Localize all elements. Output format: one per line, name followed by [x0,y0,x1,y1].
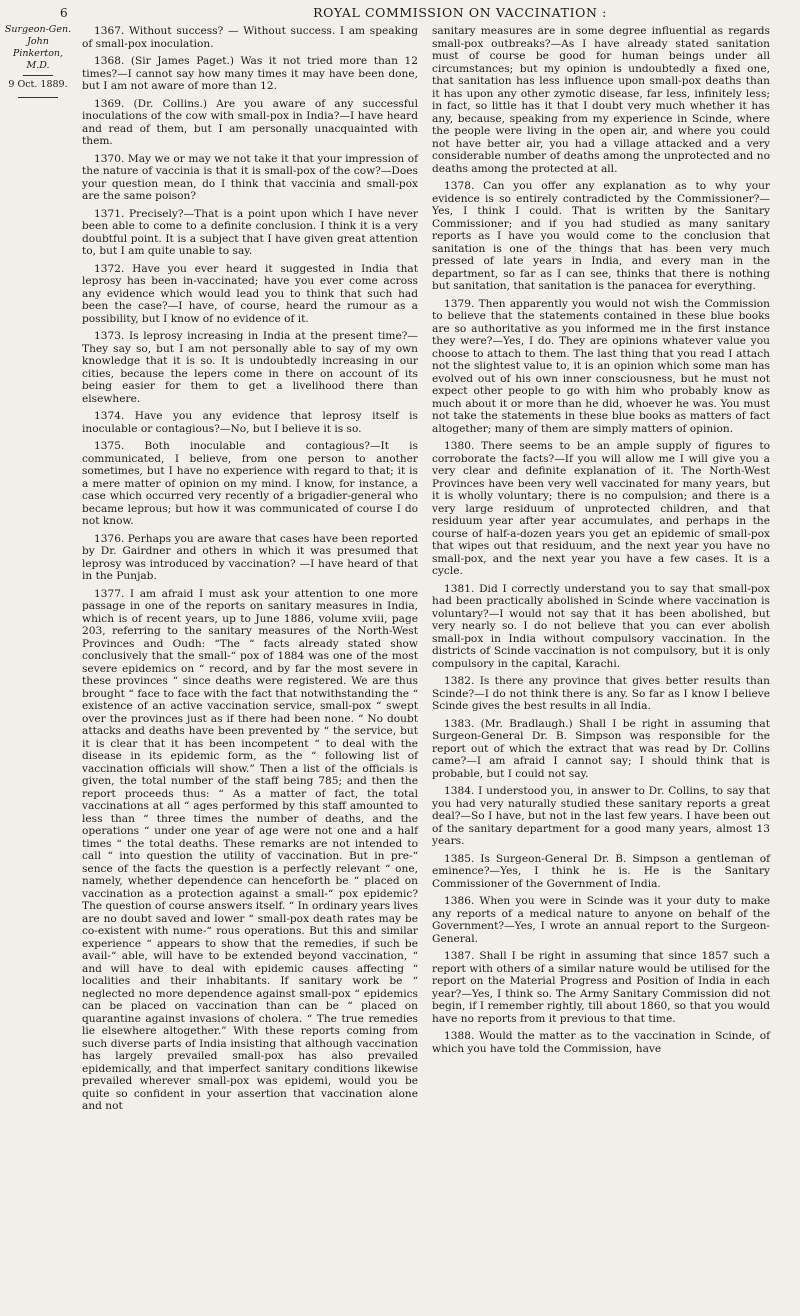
paragraph-1386: 1386. When you were in Scinde was it your duty to make any reports of a medical nature to anyone on behalf of the Government?—Yes, I wrote an annual report to the Surgeon-General. [432,895,770,945]
page-number: 6 [60,6,68,20]
page-header [0,4,800,24]
paragraph-1369: 1369. (Dr. Collins.) Are you aware of any successful inoculations of the cow with small-pox in India?—I have heard and read of them, but I am personally unacquainted with them. [82,97,418,147]
paragraph-1373: 1373. Is leprosy increasing in India at the present time?—They say so, but I am not personally able to say of my own knowledge that it is so. It is undoubtedly increasing in our cities, because the lepers come in there on account of its being easier for them to get a livelihood there than elsewhere. [82,330,418,405]
paragraph-1385: 1385. Is Surgeon-General Dr. B. Simpson a gentleman of eminence?—Yes, I think he is. He is the Sanitary Commissioner of the Government of India. [432,852,770,890]
paragraph-1376: 1376. Perhaps you are aware that cases have been reported by Dr. Gairdner and others in which it was presumed that leprosy was introduced by vaccination? —I have heard of that in the Punjab. [82,532,418,582]
paragraph-1384: 1384. I understood you, in answer to Dr. Collins, to say that you had very naturally studied these sanitary reports a great deal?—So I have, but not in the last few years. I have been out of the sanitary department for a good many years, almost 13 years. [432,785,770,847]
witness-degree: M.D. [26,60,50,71]
running-head: ROYAL COMMISSION ON VACCINATION : [313,5,607,20]
witness-first-name: John [27,36,49,47]
witness-surname: Pinkerton, [12,48,64,59]
paragraph-1372: 1372. Have you ever heard it suggested in India that leprosy has been in-vaccinated; have you ever come across any evidence which would lead you to think that such had been the case?—I have, of course, heard the rumour as a possibility, but I know of no evidence of it. [82,262,418,325]
margin-divider [23,75,53,76]
paragraph-1375: 1375. Both inoculable and contagious?—It is communicated, I believe, from one person to another sometimes, but I have no experience with regard to that; it is a mere matter of opinion on my mind. I know, for instance, a case which occurred very recently of a brigadier-general who became leprous; but how it was communicated of course I do not know. [82,440,418,527]
witness-margin-note [3,24,73,98]
paragraph-1377-continued: sanitary measures are in some degree influential as regards small-pox outbreaks?—As I have already stated sanitation must of course be good for human beings under all circumstances; but my opinion is undoubtedly a fixed one, that sanitation has less influence upon small-pox deaths than it has upon any other zymotic disease, far less, infinitely less; in fact, so little has it that I doubt very much whether it has any, because, speaking from my experience in Scinde, where the people were living in the open air, and where you could not have better air, you had a village attacked and a very considerable number of deaths among the unprotected and no deaths among the protected at all. [432,25,770,175]
sitting-date: 9 Oct. 1889. [8,79,68,90]
witness-title: Surgeon-Gen. [4,24,72,35]
paragraph-1371: 1371. Precisely?—That is a point upon which I have never been able to come to a definite conclusion. I think it is a very doubtful point. It is a subject that I have given great attention to, but I am quite unable to say. [82,207,418,257]
paragraph-1377: 1377. I am afraid I must ask your attention to one more passage in one of the reports on sanitary measures in India, which is of recent years, up to June 1886, volume xviii, page 203, referring to the sanitary measures of the North-West Provinces and Oudh: “The “ facts already stated show conclusively that the small-“ pox of 1884 was one of the most severe epidemics on “ record, and by far the most severe in these provinces “ since deaths were registered. We are thus brought “ face to face with the fact that notwithstanding the “ existence of an active vaccination service, small-pox “ swept over the provinces just as if there had been none. “ No doubt attacks and deaths have been prevented by “ the service, but it is clear that it has been incompetent “ to deal with the disease in its epidemic form, as the “ following list of vaccination officials will show.” Then a list of the officials is given, the total number of the staff being 785; and then the report proceeds thus: “ As a matter of fact, the total vaccinations at all “ ages performed by this staff amounted to less than “ three times the number of deaths, and the operations “ under one year of age were not one and a half times “ the total deaths. These remarks are not intended to call “ into question the utility of vaccination. But in pre-“ sence of the facts the question is a perfectly relevant “ one, namely, whether dependence can henceforth be “ placed on vaccination as a protection against a small-“ pox epidemic? The question of course answers itself. “ In ordinary years lives are no doubt saved and lower “ small-pox death rates may be co-existent with nume-“ rous operations. But this and similar experience “ appears to show that the remedies, if such be avail-“ able, will have to be extended beyond vaccination, “ and will have to deal with epidemic causes affecting “ localities and their inhabitants. If sanitary work be “ neglected no more dependence against small-pox “ epidemics can be placed on vaccination than can be “ placed on quarantine against invasions of cholera. “ The true remedies lie elsewhere altogether.” With these reports coming from such diverse parts of India insisting that although vaccination has largely prevailed small-pox has also prevailed epidemically, and that imperfect sanitary conditions likewise prevailed wherever small-pox was epidemi, would you be quite so confident in your assertion that vaccination alone and not [82,587,419,1112]
paragraph-1378: 1378. Can you offer any explanation as to why your evidence is so entirely contradicted by the Commissioner?—Yes, I think I could. That is written by the Sanitary Commissioner; and if you had studied as many sanitary reports as I have you would come to the conclusion that sanitation is one of the things that has been very much pressed of late years in India, and every man in the department, so far as I can see, thinks that there is nothing but sanitation, that sanitation is the panacea for everything. [432,180,770,292]
paragraph-1382: 1382. Is there any province that gives better results than Scinde?—I do not think there is any. So far as I know I believe Scinde gives the best results in all India. [432,675,770,712]
paragraph-1388: 1388. Would the matter as to the vaccination in Scinde, of which you have told the Commission, have [432,1030,770,1055]
paragraph-1367: 1367. Without success? — Without success. I am speaking of small-pox inoculation. [82,25,418,50]
paragraph-1381: 1381. Did I correctly understand you to say that small-pox had been practically abolished in Scinde where vaccination is voluntary?—I would not say that it has been abolished, but very nearly so. I do not believe that you can ever abolish small-pox in India without compulsory vaccination. In the districts of Scinde vaccination is not compulsory, but it is only compulsory in the capital, Karachi. [432,582,770,670]
paragraph-1379: 1379. Then apparently you would not wish the Commission to believe that the statements contained in these blue books are so authoritative as you informed me in the first instance they were?—Yes, I do. They are opinions whatever value you choose to attach to them. The last thing that you read I attach not the slightest value to, it is an opinion which some man has evolved out of his own inner consciousness, but he must not expect other people to go with him who probably know as much about it or more than he did, whoever he was. You must not take the statements in these blue books as matters of fact altogether; many of them are simply matters of opinion. [432,297,770,435]
paragraph-1370: 1370. May we or may we not take it that your impression of the nature of vaccinia is that it is small-pox of the cow?—Does your question mean, do I think that vaccinia and small-pox are the same poison? [82,152,418,202]
paragraph-1387: 1387. Shall I be right in assuming that since 1857 such a report with others of a similar nature would be utilised for the report on the Material Progress and Position of India in each year?—Yes, I think so. The Army Sanitary Commission did not begin, if I remember rightly, till about 1860, so that you would have no reports from it previous to that time. [432,950,770,1025]
margin-divider-2 [18,97,58,98]
left-column [82,25,418,1118]
paragraph-1383: 1383. (Mr. Bradlaugh.) Shall I be right in assuming that Surgeon-General Dr. B. Simpson was responsible for the report out of which the extract that was read by Dr. Collins came?—I am afraid I cannot say; I should think that is probable, but I could not say. [432,717,770,780]
paragraph-1374: 1374. Have you any evidence that leprosy itself is inoculable or contagious?—No, but I believe it is so. [82,410,418,435]
paragraph-1380: 1380. There seems to be an ample supply of figures to corroborate the facts?—If you will allow me I will give you a very clear and definite explanation of it. The North-West Provinces have been very well vaccinated for many years, but it is wholly voluntary; there is no compulsion; and there is a very large residuum of unprotected children, and that residuum year after year accumulates, and perhaps in the course of half-a-dozen years you get an epidemic of small-pox that wipes out that residuum, and the next year you have no small-pox, and the next year you have a few cases. It is a cycle. [432,440,770,577]
paragraph-1368: 1368. (Sir James Paget.) Was it not tried more than 12 times?—I cannot say how many times it may have been done, but I am not aware of more than 12. [82,55,418,92]
right-column [432,25,770,1060]
